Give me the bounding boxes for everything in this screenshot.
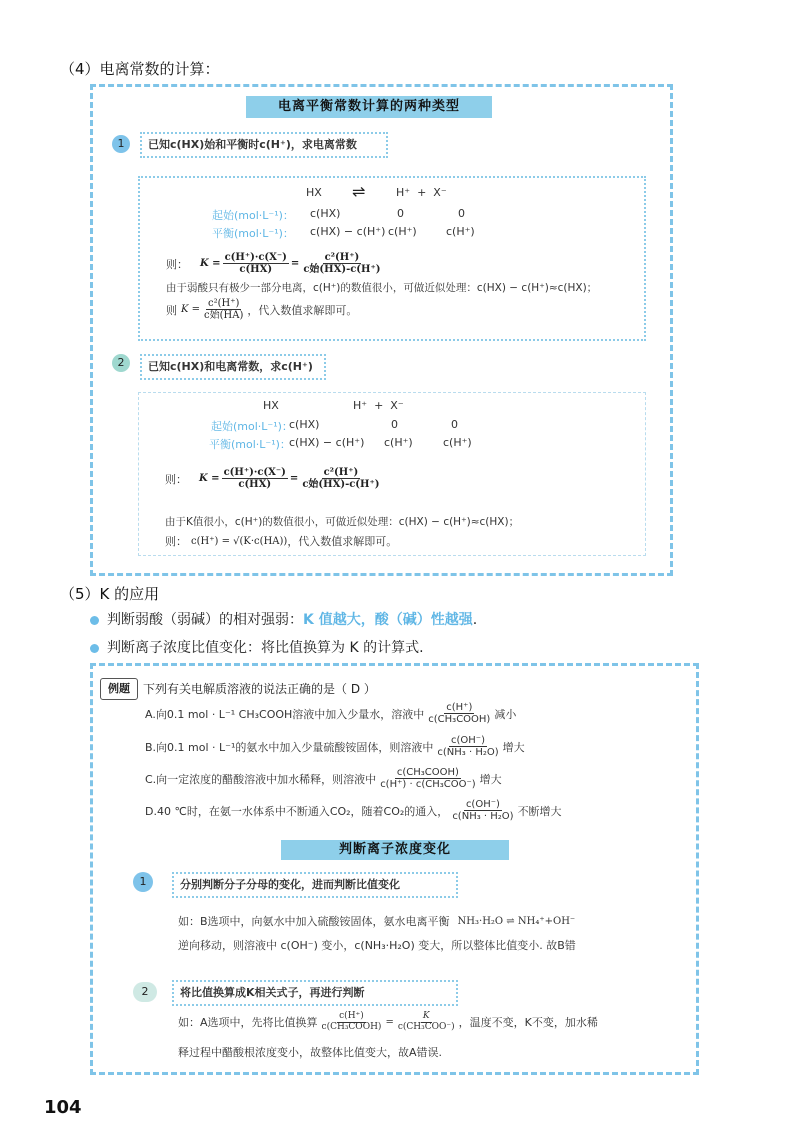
- type2-eq-value-2: c(H⁺): [384, 436, 413, 449]
- type1-start-value-2: 0: [397, 207, 404, 220]
- method2-line1: [178, 1012, 598, 1033]
- method2-title: 将比值换算成K相关式子，再进行判断: [172, 980, 458, 1006]
- fraction-numerator: c(H⁺)·c(X⁻): [224, 252, 287, 263]
- page-number: 104: [44, 1097, 82, 1118]
- fraction-numerator: K: [422, 1011, 430, 1021]
- method1-text: 如：B选项中，向氨水中加入硫酸铵固体，氨水电离平衡: [178, 915, 450, 928]
- type1-start-value-3: 0: [458, 207, 465, 220]
- type1-badge: 1: [112, 135, 130, 153]
- method2-line2: 释过程中醋酸根浓度变小，故整体比值变大，故A错误.: [178, 1046, 443, 1059]
- type1-calc-box: [138, 176, 646, 341]
- option-b: [145, 735, 525, 758]
- type2-start-value-1: c(HX): [289, 418, 320, 431]
- fraction-numerator: c²(H⁺): [324, 252, 360, 263]
- fraction-denominator: c(NH₃ · H₂O): [452, 811, 514, 822]
- method1-line1: [178, 913, 575, 929]
- method2-badge: 2: [133, 982, 157, 1002]
- option-a-text: A.向0.1 mol · L⁻¹ CH₃COOH溶液中加入少量水，溶液中: [145, 707, 425, 721]
- bullet-item-ratio: [90, 637, 424, 657]
- method1-title: 分别判断分子分母的变化，进而判断比值变化: [172, 872, 458, 898]
- hydrogen-formula: c(H⁺) = √(K·c(HA)): [191, 535, 288, 547]
- equals-sign: =: [290, 258, 300, 269]
- type1-k2-formula: [166, 298, 357, 321]
- option-b-end: 增大: [502, 740, 525, 754]
- then-label: 则：: [165, 535, 187, 548]
- fraction-denominator: c(HX): [239, 264, 273, 275]
- type1-eq-label: 平衡(mol·L⁻¹)：: [212, 227, 294, 240]
- fraction-numerator: c(H⁺): [339, 1011, 364, 1021]
- type2-eq-label: 平衡(mol·L⁻¹)：: [209, 438, 291, 451]
- bullet1-highlight: K 值越大，酸（碱）性越强: [303, 612, 473, 628]
- type2-start-label: 起始(mol·L⁻¹)：: [211, 420, 293, 433]
- type2-h-formula: [165, 533, 397, 549]
- option-d-text: D.40 ℃时，在氨一水体系中不断通入CO₂，随着CO₂的通入，: [145, 804, 449, 818]
- fraction-denominator: c(HX): [238, 479, 272, 490]
- bullet2-text: 判断离子浓度比值变化：将比值换算为 K 的计算式.: [107, 640, 424, 656]
- fraction-denominator: c(H⁺) · c(CH₃COO⁻): [380, 779, 476, 790]
- fraction-numerator: c(H⁺): [446, 702, 473, 713]
- method2-text: 如：A选项中，先将比值换算: [178, 1016, 318, 1030]
- option-b-text: B.向0.1 mol · L⁻¹的氨水中加入少量硫酸铵固体，则溶液中: [145, 740, 434, 754]
- type2-eq-value-1: c(HX) − c(H⁺): [289, 436, 365, 449]
- k-symbol: K =: [199, 473, 220, 484]
- fraction-denominator: c始(HX)-c(H⁺): [303, 264, 381, 275]
- fraction-numerator: c(OH⁻): [465, 799, 500, 810]
- fraction-denominator: c始(HX)-c(H⁺): [302, 479, 380, 490]
- k-symbol: K =: [181, 304, 201, 315]
- option-d-end: 不断增大: [517, 804, 562, 818]
- bullet-item-strength: [90, 609, 477, 629]
- option-d: [145, 799, 562, 822]
- equals-sign: =: [385, 1016, 394, 1028]
- type1-reactant: HX: [306, 186, 322, 199]
- type2-eq-value-3: c(H⁺): [443, 436, 472, 449]
- equals-sign: =: [289, 473, 299, 484]
- type2-k-formula: [165, 467, 384, 490]
- type2-note: 由于K值很小，c(H⁺)的数值很小，可做近似处理：c(HX) − c(H⁺)≈c(HX)；: [165, 516, 520, 528]
- type1-eq-value-2: c(H⁺): [388, 225, 417, 238]
- option-c-text: C.向一定浓度的醋酸溶液中加水稀释，则溶液中: [145, 772, 377, 786]
- k-symbol: K =: [200, 258, 221, 269]
- example-question: 下列有关电解质溶液的说法正确的是（ D ）: [143, 682, 376, 696]
- fraction-numerator: c²(H⁺): [208, 298, 240, 309]
- fraction-numerator: c(CH₃COOH): [396, 767, 459, 778]
- example-banner: 判断离子浓度变化: [281, 840, 509, 860]
- method1-badge: 1: [133, 872, 153, 892]
- equilibrium-equation: NH₃·H₂O ⇌ NH₄⁺+OH⁻: [457, 915, 576, 927]
- type1-eq-value-1: c(HX) − c(H⁺): [310, 225, 386, 238]
- type1-eq-value-3: c(H⁺): [446, 225, 475, 238]
- type2-reactant: HX: [263, 399, 279, 412]
- option-c: [145, 767, 502, 790]
- fraction-numerator: c(H⁺)·c(X⁻): [223, 467, 286, 478]
- type1-note: 由于弱酸只有极少一部分电离，c(H⁺)的数值很小，可做近似处理：c(HX) − c(H⁺)≈c(HX)；: [166, 282, 598, 294]
- section4-title: （4）电离常数的计算：: [60, 60, 220, 78]
- type2-calc-box: [138, 392, 646, 556]
- fraction-denominator: c(CH₃COO⁻): [397, 1021, 455, 1032]
- type1-start-label: 起始(mol·L⁻¹)：: [212, 209, 294, 222]
- type2-title: 已知c(HX)和电离常数，求c(H⁺): [140, 354, 326, 380]
- option-a: [145, 702, 516, 725]
- box1-banner: 电离平衡常数计算的两种类型: [246, 96, 492, 118]
- fraction-denominator: c(CH₃COOH): [321, 1021, 382, 1032]
- example-tag: 例题: [100, 678, 138, 700]
- equilibrium-arrow-icon: ⇌: [352, 182, 366, 201]
- then-label: 则: [166, 303, 177, 317]
- type1-then-label: 则：: [166, 257, 188, 271]
- method1-line2: 逆向移动，则溶液中 c(OH⁻) 变小，c(NH₃·H₂O) 变大，所以整体比值变小. 故B错: [178, 939, 576, 952]
- type1-start-value-1: c(HX): [310, 207, 341, 220]
- bullet1-end: .: [472, 612, 478, 628]
- type2-start-value-3: 0: [451, 418, 458, 431]
- bullet-dot-icon: [90, 616, 99, 625]
- fraction-denominator: c始(HA): [204, 310, 244, 321]
- fraction-numerator: c²(H⁺): [323, 467, 359, 478]
- fraction-denominator: c(CH₃COOH): [428, 714, 491, 725]
- option-a-end: 减小: [494, 707, 517, 721]
- option-c-end: 增大: [479, 772, 502, 786]
- type1-title: 已知c(HX)始和平衡时c(H⁺)，求电离常数: [140, 132, 388, 158]
- then-label: 则：: [165, 472, 187, 486]
- bullet1-text: 判断弱酸（弱碱）的相对强弱：: [107, 612, 303, 628]
- fraction-numerator: c(OH⁻): [451, 735, 485, 746]
- method2-text-end: ，温度不变，K不变，加水稀: [458, 1016, 598, 1030]
- type1-k-formula: [166, 252, 385, 275]
- type2-start-value-2: 0: [391, 418, 398, 431]
- type1-products: H⁺ + X⁻: [396, 186, 447, 199]
- type2-badge: 2: [112, 354, 130, 372]
- fraction-denominator: c(NH₃ · H₂O): [437, 747, 499, 758]
- type2-tail: ，代入数值求解即可。: [287, 535, 398, 548]
- section5-title: （5）K 的应用: [60, 585, 160, 603]
- type1-tail: ，代入数值求解即可。: [247, 303, 358, 317]
- bullet-dot-icon: [90, 644, 99, 653]
- type2-products: H⁺ + X⁻: [353, 399, 404, 412]
